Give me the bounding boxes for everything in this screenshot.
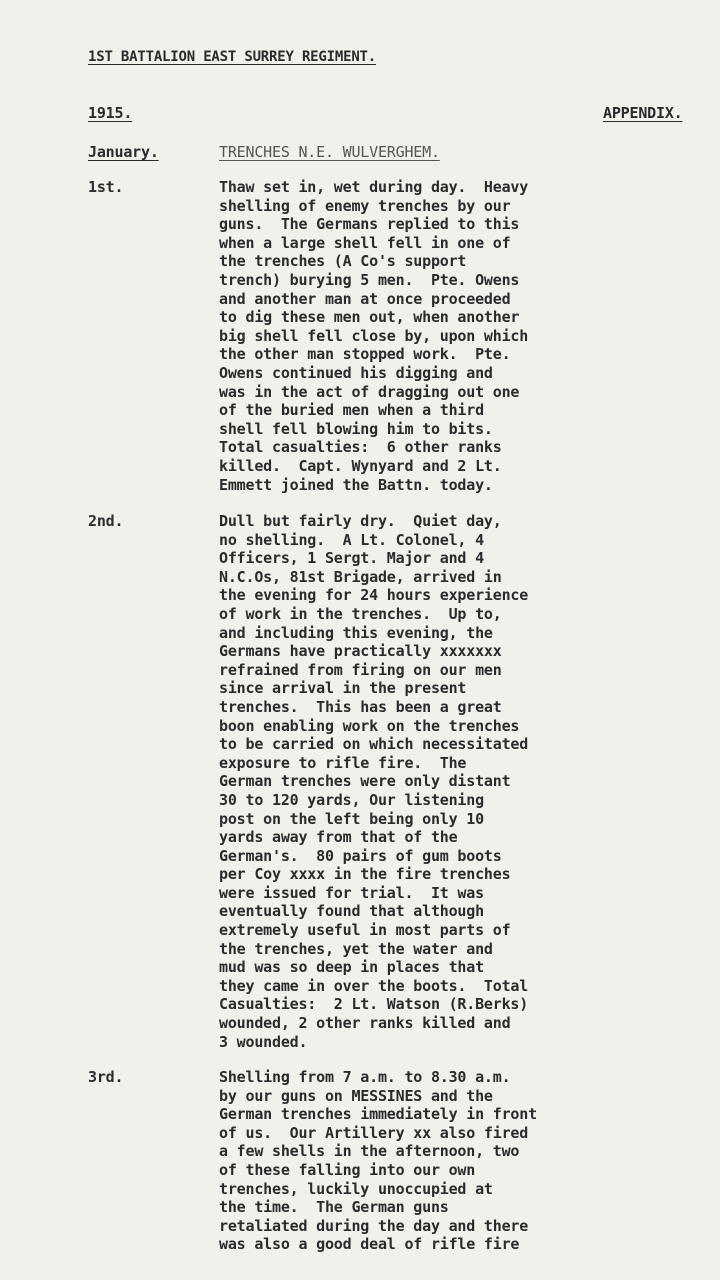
entry-text: Dull but fairly dry. Quiet day, no shelling. A Lt. Colonel, 4 Officers, 1 Sergt. Major and 4 N.C.Os, 81st Brigade, arrived in the evening for 24 hours experience of work in the trenches. Up to, and including this evening, the Germans have practically xxxxxxx refrained from firing on our men since arrival in the present trenches. This has been a great boon enabling work on the trenches to be carried on which necessitated exposure to rifle fire. The German trenches were only distant 30 to 120 yards, Our listening post on the left being only 10 yards away from that of the German's. 80 pairs of gum boots per Coy xxxx in the fire trenches were issued for trial. It was eventually found that although extremely useful in most parts of the trenches, yet the water and mud was so deep in places that they came in over the boots. Total Casualties: 2 Lt. Watson (R.Berks) wounded, 2 other ranks killed and 3 wounded.: [219, 512, 529, 1051]
entry-date: 3rd.: [88, 1068, 124, 1086]
entry-date: 1st.: [88, 178, 124, 196]
entry-text: Shelling from 7 a.m. to 8.30 a.m. by our guns on MESSINES and the German trenches immediately in front of us. Our Artillery xx also fired a few shells in the afternoon, two of these falling into our own trenches, luckily unoccupied at the time. The German guns retaliated during the day and there was also a good deal of rifle fire: [219, 1068, 537, 1254]
entry-text: Thaw set in, wet during day. Heavy shelling of enemy trenches by our guns. The Germans replied to this when a large shell fell in one of the trenches (A Co's support trench) burying 5 men. Pte. Owens and another man at once proceeded to dig these men out, when another big shell fell close by, upon which the other man stopped work. Pte. Owens continued his digging and was in the act of dragging out one of the buried men when a third shell fell blowing him to bits. Total casualties: 6 other ranks killed. Capt. Wynyard and 2 Lt. Emmett joined the Battn. today.: [219, 178, 529, 494]
location-heading: TRENCHES N.E. WULVERGHEM.: [219, 143, 440, 161]
month-label: January.: [88, 143, 159, 161]
year-label: 1915.: [88, 104, 133, 122]
entry-date: 2nd.: [88, 512, 124, 530]
appendix-label: APPENDIX.: [603, 104, 683, 122]
document-title: 1ST BATTALION EAST SURREY REGIMENT.: [88, 49, 377, 65]
